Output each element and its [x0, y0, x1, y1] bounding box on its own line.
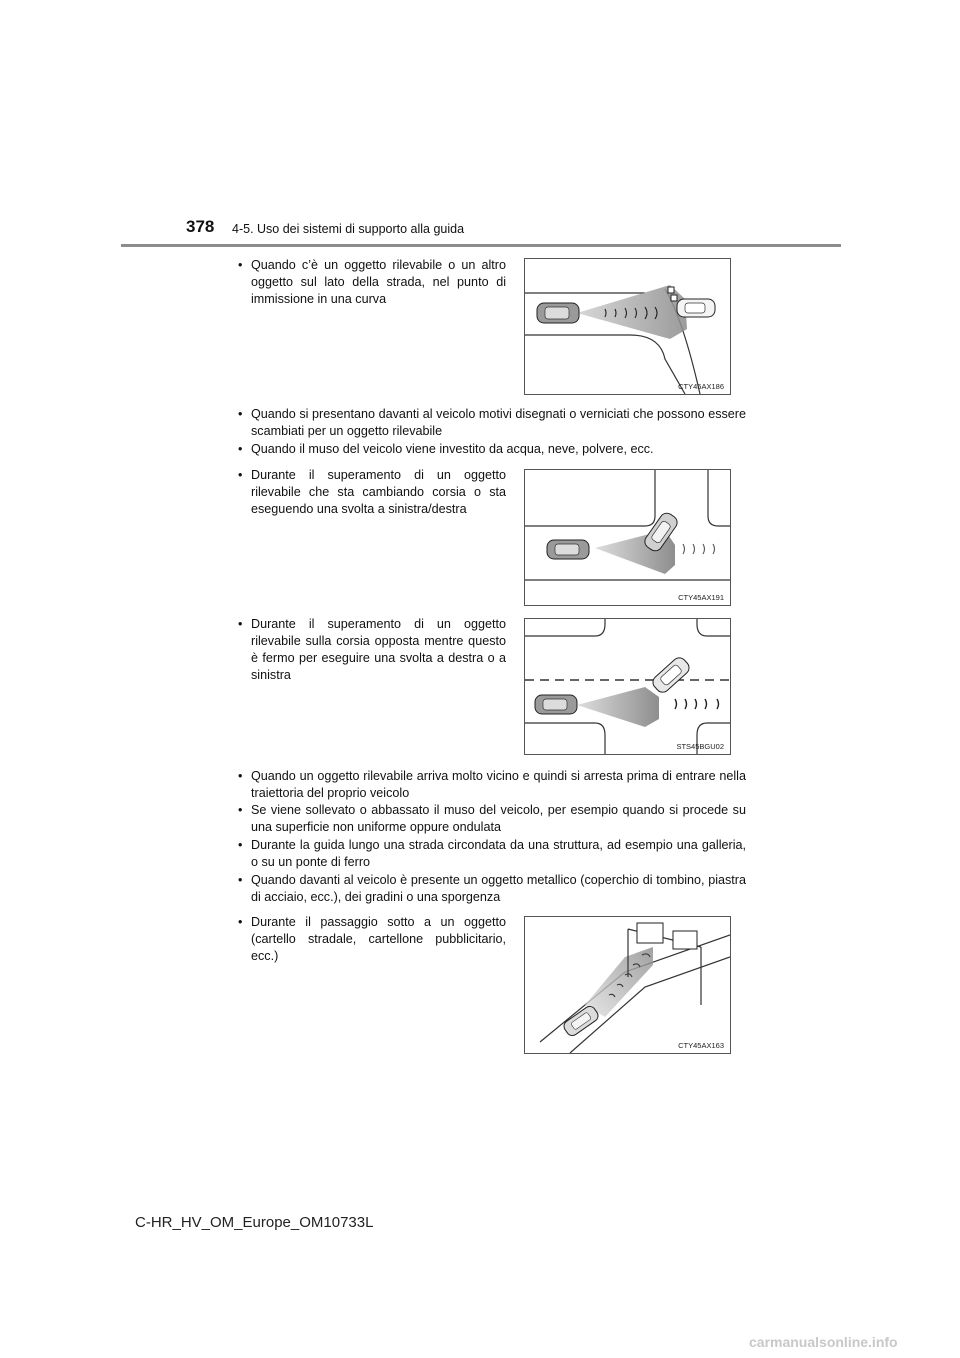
figure-lane-change	[524, 469, 731, 606]
bullet-item: • Quando il muso del veicolo viene investito da acqua, neve, polvere, ecc.	[238, 441, 746, 458]
figure-curve-entry	[524, 258, 731, 395]
bullet-item: • Quando un oggetto rilevabile arriva molto vicino e quindi si arresta prima di entrare nella traiettoria del proprio veicolo	[238, 768, 746, 802]
bullet-item: • Quando c’è un oggetto rilevabile o un altro oggetto sul lato della strada, nel punto di immissione in una curva	[238, 257, 506, 308]
figure-code: CTY45AX163	[678, 1041, 724, 1050]
figure-oncoming-turn	[524, 618, 731, 755]
section-title: 4-5. Uso dei sistemi di supporto alla guida	[232, 222, 465, 236]
header-divider	[121, 244, 841, 247]
lane-change-illustration	[525, 470, 730, 605]
bullet-item: • Se viene sollevato o abbassato il muso del veicolo, per esempio quando si procede su una superficie non uniforme oppure ondulata	[238, 802, 746, 836]
figure-overhead-sign	[524, 916, 731, 1054]
oncoming-turn-illustration	[525, 619, 730, 754]
bullet-item: • Quando si presentano davanti al veicolo motivi disegnati o verniciati che possono essere scambiati per un oggetto rilevabile	[238, 406, 746, 440]
curve-entry-illustration	[525, 259, 730, 394]
overhead-sign-illustration	[525, 917, 730, 1053]
bullet-item: • Durante la guida lungo una strada circondata da una struttura, ad esempio una galleria, o su un ponte di ferro	[238, 837, 746, 871]
document-code: C-HR_HV_OM_Europe_OM10733L	[135, 1214, 374, 1231]
bullet-item: • Quando davanti al veicolo è presente un oggetto metallico (coperchio di tombino, piastra di acciaio, ecc.), dei gradini o una sporgenza	[238, 872, 746, 906]
bullet-item: • Durante il passaggio sotto a un oggetto (cartello stradale, cartellone pubblicitario, ecc.)	[238, 914, 506, 965]
page-number: 378	[186, 217, 215, 236]
figure-code: STS45BGU02	[676, 742, 724, 751]
bullet-item: • Durante il superamento di un oggetto rilevabile che sta cambiando corsia o sta eseguendo una svolta a sinistra/destra	[238, 467, 506, 518]
figure-code: CTY45AX191	[678, 593, 724, 602]
bullet-item: • Durante il superamento di un oggetto rilevabile sulla corsia opposta mentre questo è fermo per eseguire una svolta a destra o a sinistra	[238, 616, 506, 684]
watermark: carmanualsonline.info	[749, 1334, 898, 1350]
figure-code: CTY45AX186	[678, 382, 724, 391]
